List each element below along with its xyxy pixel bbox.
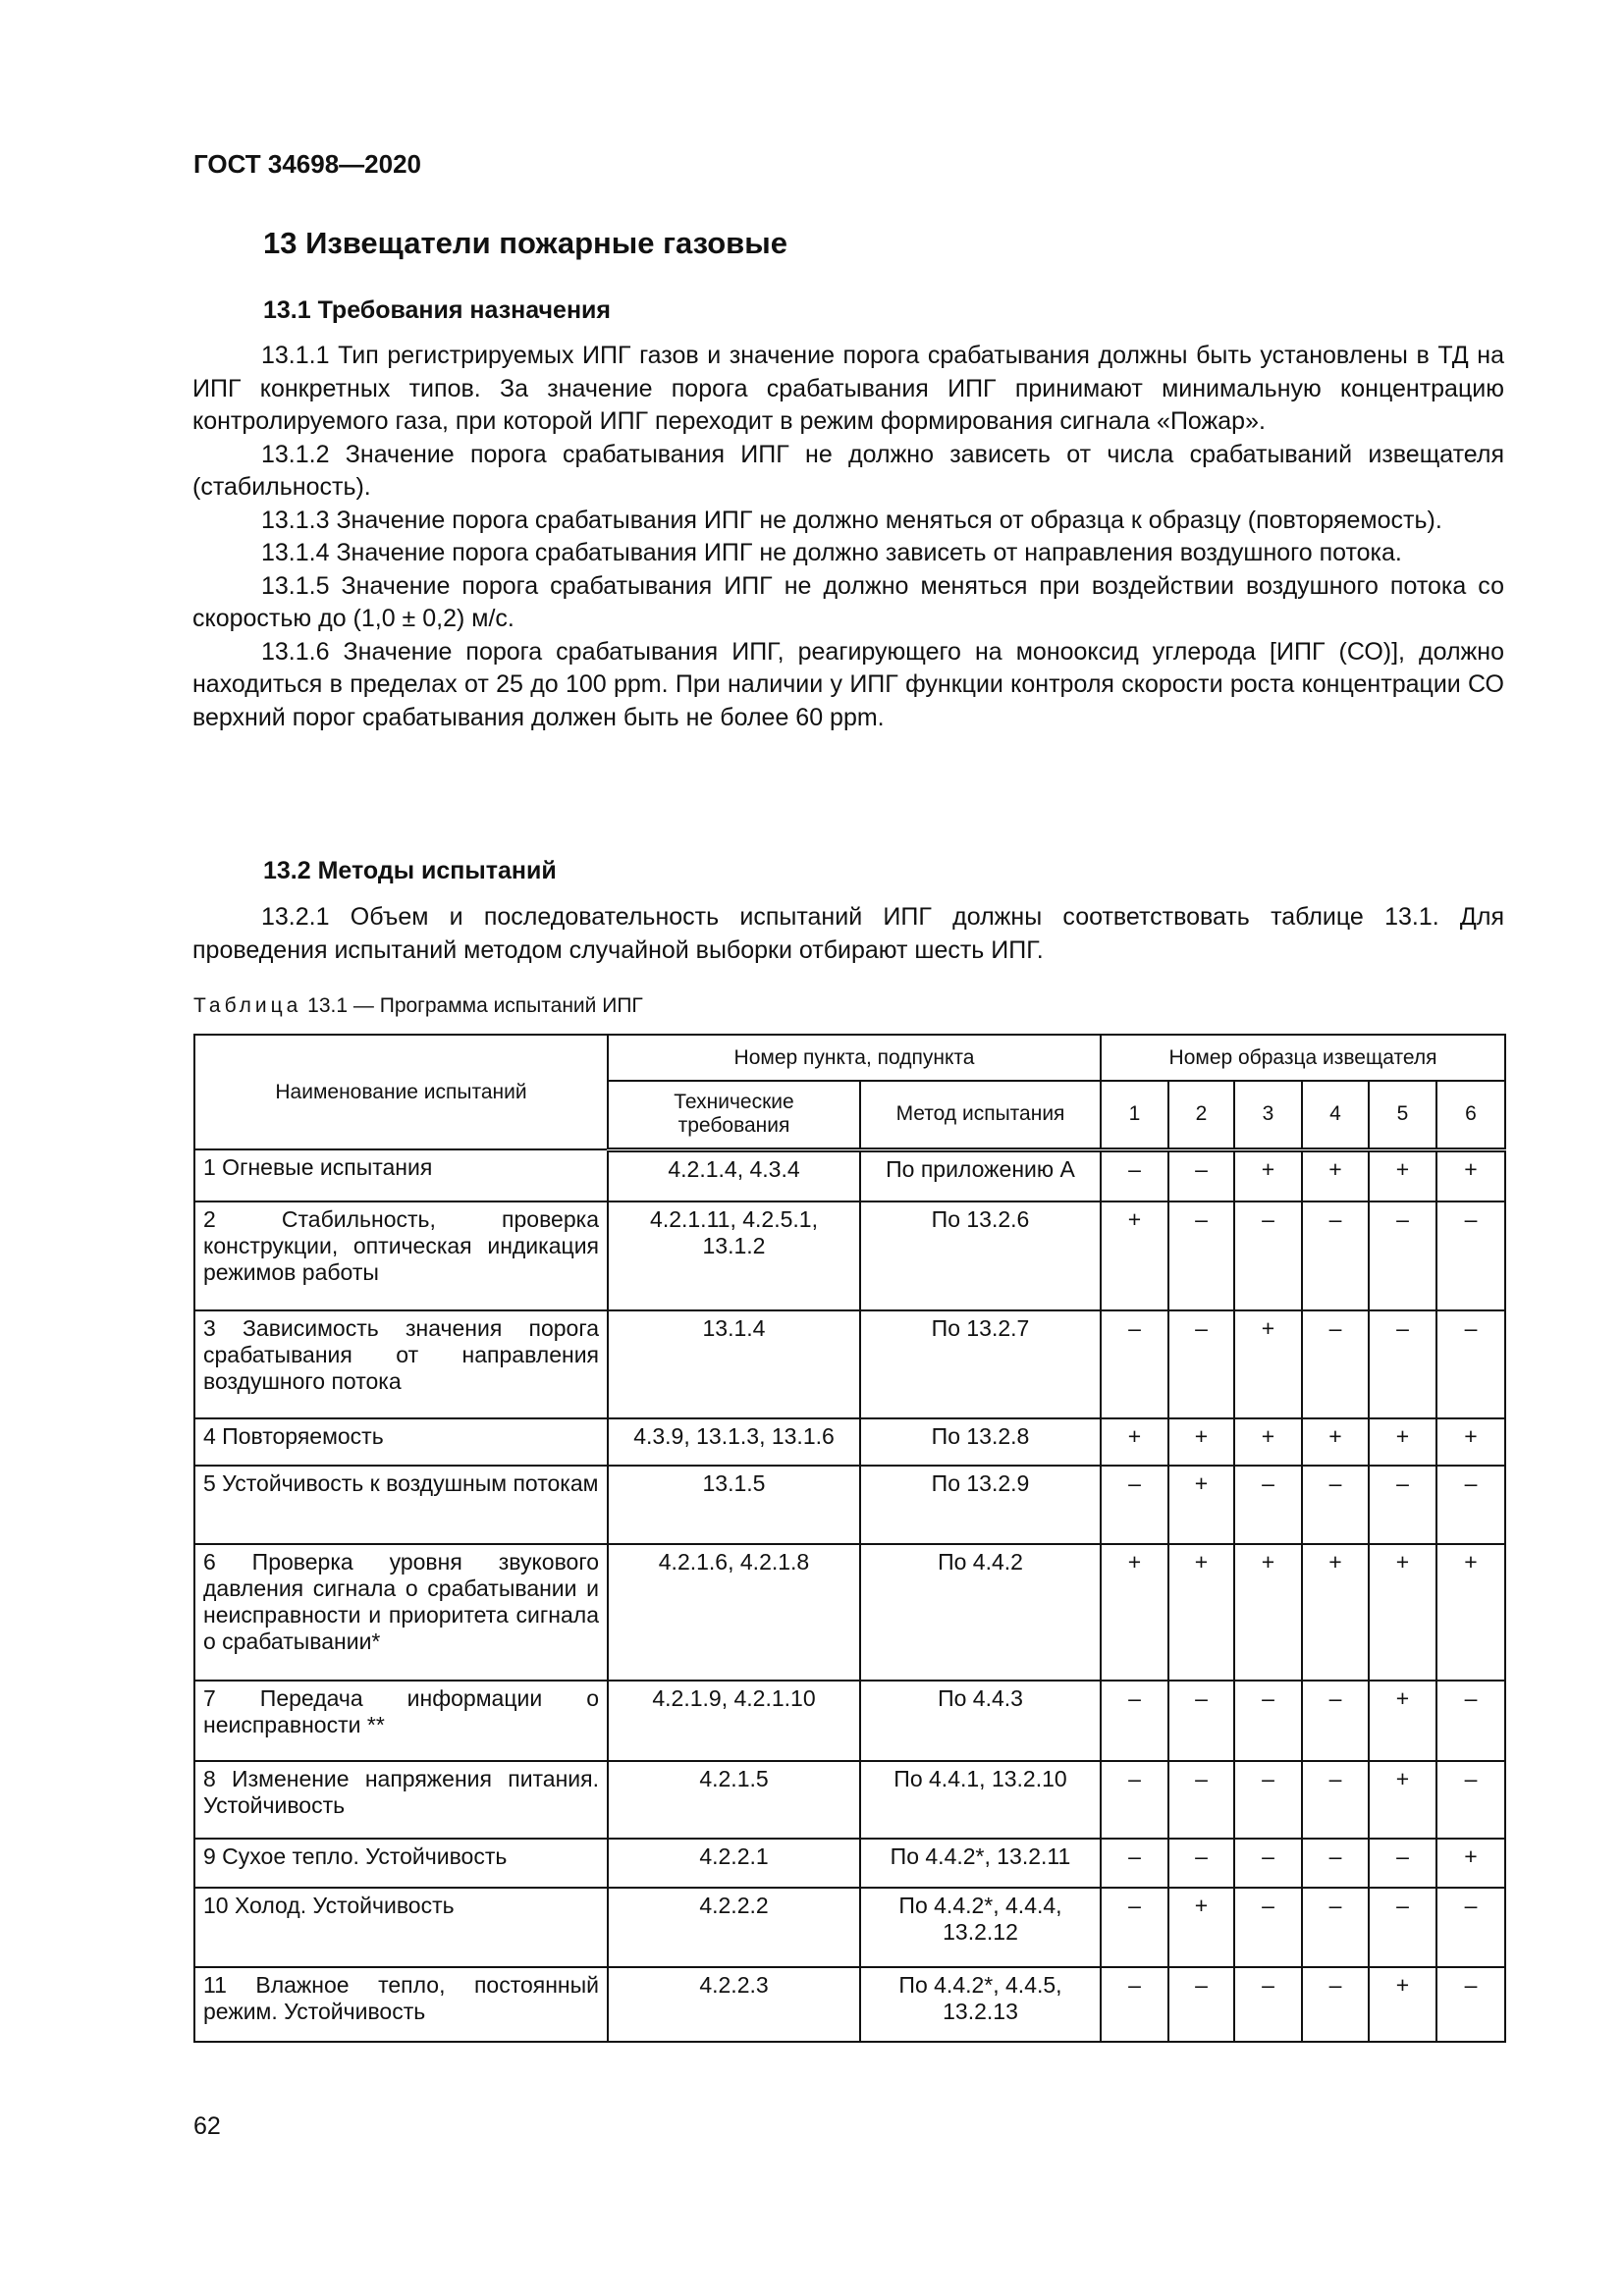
sample-1-cell: – [1101, 1681, 1168, 1761]
sample-2-cell: – [1168, 1839, 1234, 1888]
sample-1-cell: + [1101, 1418, 1168, 1466]
test-name-cell: 3 Зависимость значения порога срабатывания от направления воздушного потока [194, 1310, 608, 1418]
test-name-cell: 1 Огневые испытания [194, 1149, 608, 1201]
sample-6-cell: – [1436, 1681, 1505, 1761]
tech-requirements-cell: 4.2.1.5 [608, 1761, 860, 1839]
test-name-cell: 11 Влажное тепло, постоянный режим. Устойчивость [194, 1967, 608, 2042]
test-name-cell: 6 Проверка уровня звукового давления сигнала о срабатывании и неисправности и приоритета сигнала о срабатывании* [194, 1544, 608, 1681]
tech-requirements-cell: 13.1.4 [608, 1310, 860, 1418]
paragraph: 13.1.1 Тип регистрируемых ИПГ газов и значение порога срабатывания должны быть установлены в ТД на ИПГ конкретных типов. За значение порога срабатывания ИПГ принимают минимальную концентрацию контролируемого газа, при которой ИПГ переходит в режим формирования сигнала «Пожар». [192, 342, 1504, 435]
sample-1-cell: – [1101, 1888, 1168, 1967]
header-clause-number: Номер пункта, подпункта [608, 1035, 1101, 1081]
document-code: ГОСТ 34698—2020 [193, 149, 421, 179]
sample-2-cell: – [1168, 1761, 1234, 1839]
sample-6-cell: + [1436, 1839, 1505, 1888]
paragraph: 13.1.5 Значение порога срабатывания ИПГ не должно меняться при воздействии воздушного потока со скоростью до (1,0 ± 0,2) м/с. [192, 571, 1504, 632]
sample-3-cell: – [1234, 1888, 1302, 1967]
sample-3-cell: + [1234, 1418, 1302, 1466]
header-test-name: Наименование испытаний [194, 1035, 608, 1149]
sample-5-cell: – [1369, 1466, 1436, 1544]
sample-5-cell: + [1369, 1967, 1436, 2042]
sample-5-cell: + [1369, 1681, 1436, 1761]
sample-4-cell: – [1302, 1310, 1369, 1418]
tech-requirements-cell: 13.1.5 [608, 1466, 860, 1544]
caption-text: 13.1 — Программа испытаний ИПГ [301, 994, 643, 1017]
test-method-cell: По 4.4.2*, 13.2.11 [860, 1839, 1101, 1888]
table-row [194, 1761, 1505, 1839]
subsection-title-methods: 13.2 Методы испытаний [263, 857, 557, 884]
test-method-cell: По 4.4.3 [860, 1681, 1101, 1761]
sample-4-cell: – [1302, 1967, 1369, 2042]
sample-3-cell: + [1234, 1544, 1302, 1681]
sample-2-cell: – [1168, 1149, 1234, 1201]
sample-3-cell: – [1234, 1681, 1302, 1761]
sample-1-cell: – [1101, 1761, 1168, 1839]
sample-5-cell: – [1369, 1310, 1436, 1418]
tech-requirements-cell: 4.2.2.1 [608, 1839, 860, 1888]
paragraph: 13.1.2 Значение порога срабатывания ИПГ не должно зависеть от числа срабатываний извещателя (стабильность). [192, 440, 1504, 501]
sample-3-cell: – [1234, 1761, 1302, 1839]
header-sample-5: 5 [1369, 1081, 1436, 1149]
sample-1-cell: – [1101, 1149, 1168, 1201]
paragraph: 13.1.6 Значение порога срабатывания ИПГ, реагирующего на монооксид углерода [ИПГ (СО)], должно находиться в пределах от 25 до 100 ppm. При наличии у ИПГ функции контроля скорости роста концентрации СО верхний порог срабатывания должен быть не более 60 ppm. [192, 637, 1504, 731]
sample-2-cell: – [1168, 1967, 1234, 2042]
tech-requirements-cell: 4.3.9, 13.1.3, 13.1.6 [608, 1418, 860, 1466]
sample-3-cell: – [1234, 1839, 1302, 1888]
header-sample-number: Номер образца извещателя [1101, 1035, 1505, 1081]
test-method-cell: По 13.2.6 [860, 1201, 1101, 1310]
table-row [194, 1967, 1505, 2042]
sample-3-cell: – [1234, 1201, 1302, 1310]
tech-requirements-cell: 4.2.1.6, 4.2.1.8 [608, 1544, 860, 1681]
tech-requirements-cell: 4.2.1.9, 4.2.1.10 [608, 1681, 860, 1761]
sample-4-cell: – [1302, 1888, 1369, 1967]
sample-1-cell: – [1101, 1466, 1168, 1544]
header-sample-6: 6 [1436, 1081, 1505, 1149]
header-sample-3: 3 [1234, 1081, 1302, 1149]
sample-6-cell: – [1436, 1761, 1505, 1839]
sample-6-cell: + [1436, 1544, 1505, 1681]
sample-4-cell: – [1302, 1466, 1369, 1544]
sample-1-cell: – [1101, 1310, 1168, 1418]
sample-1-cell: – [1101, 1967, 1168, 2042]
tech-requirements-cell: 4.2.2.2 [608, 1888, 860, 1967]
sample-6-cell: + [1436, 1418, 1505, 1466]
sample-1-cell: + [1101, 1201, 1168, 1310]
sample-6-cell: – [1436, 1201, 1505, 1310]
sample-3-cell: + [1234, 1310, 1302, 1418]
header-sample-1: 1 [1101, 1081, 1168, 1149]
sample-1-cell: – [1101, 1839, 1168, 1888]
header-sample-4: 4 [1302, 1081, 1369, 1149]
test-method-cell: По 13.2.7 [860, 1310, 1101, 1418]
sample-2-cell: – [1168, 1681, 1234, 1761]
table-row [194, 1466, 1505, 1544]
test-name-cell: 7 Передача информации о неисправности ** [194, 1681, 608, 1761]
test-name-cell: 8 Изменение напряжения питания. Устойчивость [194, 1761, 608, 1839]
sample-5-cell: + [1369, 1149, 1436, 1201]
table-row [194, 1681, 1505, 1761]
sample-2-cell: – [1168, 1310, 1234, 1418]
test-name-cell: 5 Устойчивость к воздушным потокам [194, 1466, 608, 1544]
page-number: 62 [193, 2112, 221, 2140]
sample-5-cell: – [1369, 1888, 1436, 1967]
sample-5-cell: + [1369, 1761, 1436, 1839]
table-row [194, 1201, 1505, 1310]
tech-requirements-cell: 4.2.1.4, 4.3.4 [608, 1149, 860, 1201]
requirements-text [192, 340, 1504, 734]
sample-4-cell: – [1302, 1681, 1369, 1761]
sample-1-cell: + [1101, 1544, 1168, 1681]
sample-4-cell: – [1302, 1839, 1369, 1888]
test-program-table [193, 1034, 1506, 2043]
sample-5-cell: – [1369, 1839, 1436, 1888]
sample-6-cell: – [1436, 1967, 1505, 2042]
sample-6-cell: + [1436, 1149, 1505, 1201]
tech-requirements-cell: 4.2.2.3 [608, 1967, 860, 2042]
sample-3-cell: + [1234, 1149, 1302, 1201]
sample-3-cell: – [1234, 1967, 1302, 2042]
test-method-cell: По 4.4.2*, 4.4.4, 13.2.12 [860, 1888, 1101, 1967]
sample-6-cell: – [1436, 1466, 1505, 1544]
test-method-cell: По 13.2.9 [860, 1466, 1101, 1544]
sample-6-cell: – [1436, 1310, 1505, 1418]
test-method-cell: По приложению А [860, 1149, 1101, 1201]
sample-2-cell: + [1168, 1544, 1234, 1681]
sample-6-cell: – [1436, 1888, 1505, 1967]
test-name-cell: 9 Сухое тепло. Устойчивость [194, 1839, 608, 1888]
sample-2-cell: + [1168, 1418, 1234, 1466]
methods-text [192, 901, 1504, 967]
sample-5-cell: + [1369, 1544, 1436, 1681]
test-method-cell: По 4.4.2 [860, 1544, 1101, 1681]
test-name-cell: 10 Холод. Устойчивость [194, 1888, 608, 1967]
sample-5-cell: – [1369, 1201, 1436, 1310]
subsection-title-requirements: 13.1 Требования назначения [263, 296, 612, 324]
sample-2-cell: + [1168, 1466, 1234, 1544]
tech-requirements-cell: 4.2.1.11, 4.2.5.1, 13.1.2 [608, 1201, 860, 1310]
sample-2-cell: – [1168, 1201, 1234, 1310]
table-caption [193, 994, 643, 1018]
paragraph: 13.2.1 Объем и последовательность испытаний ИПГ должны соответствовать таблице 13.1. Для проведения испытаний методом случайной выборки отбирают шесть ИПГ. [192, 903, 1504, 964]
table-row [194, 1418, 1505, 1466]
header-test-method: Метод испытания [860, 1081, 1101, 1149]
sample-4-cell: + [1302, 1418, 1369, 1466]
table-row [194, 1544, 1505, 1681]
test-method-cell: По 4.4.1, 13.2.10 [860, 1761, 1101, 1839]
test-method-cell: По 4.4.2*, 4.4.5, 13.2.13 [860, 1967, 1101, 2042]
test-name-cell: 4 Повторяемость [194, 1418, 608, 1466]
sample-4-cell: – [1302, 1761, 1369, 1839]
sample-5-cell: + [1369, 1418, 1436, 1466]
caption-prefix: Таблица [193, 994, 302, 1017]
sample-4-cell: + [1302, 1544, 1369, 1681]
header-tech-requirements: Технические требования [608, 1081, 860, 1149]
table-row [194, 1149, 1505, 1201]
sample-2-cell: + [1168, 1888, 1234, 1967]
sample-4-cell: – [1302, 1201, 1369, 1310]
sample-3-cell: – [1234, 1466, 1302, 1544]
sample-4-cell: + [1302, 1149, 1369, 1201]
test-method-cell: По 13.2.8 [860, 1418, 1101, 1466]
table-row [194, 1310, 1505, 1418]
paragraph: 13.1.3 Значение порога срабатывания ИПГ не должно меняться от образца к образцу (повторяемость). [261, 506, 1442, 534]
paragraph: 13.1.4 Значение порога срабатывания ИПГ не должно зависеть от направления воздушного потока. [261, 539, 1402, 566]
test-name-cell: 2 Стабильность, проверка конструкции, оптическая индикация режимов работы [194, 1201, 608, 1310]
section-title: 13 Извещатели пожарные газовые [263, 226, 787, 260]
table-row [194, 1839, 1505, 1888]
table-row [194, 1888, 1505, 1967]
header-sample-2: 2 [1168, 1081, 1234, 1149]
